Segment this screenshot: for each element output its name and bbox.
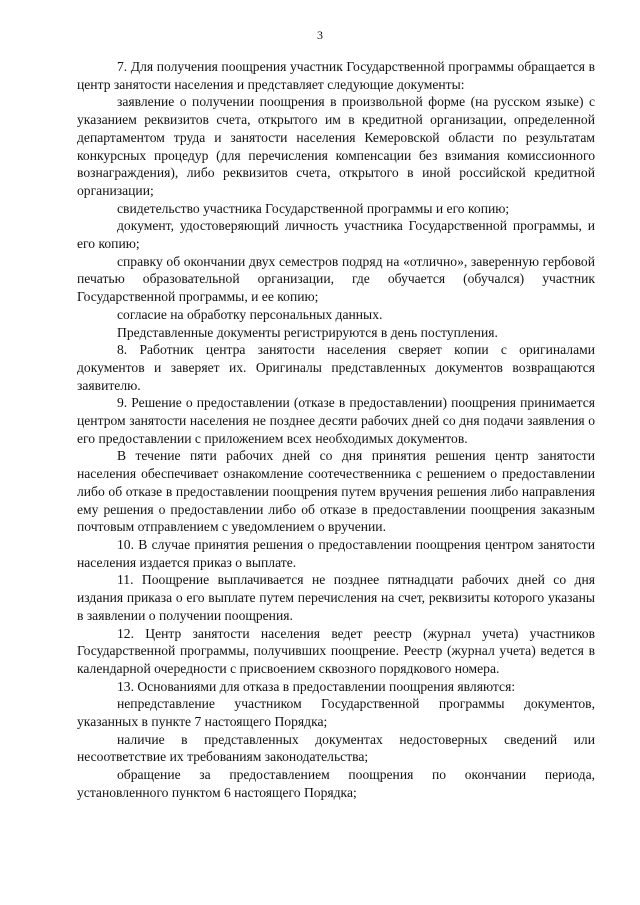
paragraph-9: 9. Решение о предоставлении (отказе в предоставлении) поощрения принимается центром занятости населения не позднее десяти рабочих дней со дня подачи заявления о его предоставлении с приложением всех необходимых документов. — [77, 395, 595, 446]
list-item-refusal-late-application: обращение за предоставлением поощрения по окончании периода, установленного пунктом 6 настоящего Порядка; — [77, 767, 595, 800]
paragraph-11: 11. Поощрение выплачивается не позднее пятнадцати рабочих дней со дня издания приказа о его выплате путем перечисления на счет, реквизиты которого указаны в заявлении о получении поощрения. — [77, 572, 595, 623]
page-number: 3 — [317, 28, 323, 42]
paragraph-7-intro: 7. Для получения поощрения участник Государственной программы обращается в центр занятости населения и представляет следующие документы: — [77, 59, 595, 92]
list-item-application: заявление о получении поощрения в произвольной форме (на русском языке) с указанием реквизитов счета, открытого им в кредитной организации, определенной департаментом труда и занятости населения Кемеровской области по результатам конкурсных процедур (для перечисления компенсации без взимания комиссионного вознаграждения), либо реквизитов счета, открытого в иной российской кредитной организации; — [77, 94, 595, 198]
paragraph-10: 10. В случае принятия решения о предоставлении поощрения центром занятости населения издается приказ о выплате. — [77, 536, 595, 570]
paragraph-8: 8. Работник центра занятости населения сверяет копии с оригиналами документов и заверяет их. Оригиналы представленных документов возвращаются заявителю. — [77, 342, 595, 393]
list-item-refusal-missing-documents: непредставление участником Государственной программы документов, указанных в пункте 7 настоящего Порядка; — [77, 696, 595, 730]
list-item-excellence-certificate: справку об окончании двух семестров подряд на «отлично», заверенную гербовой печатью образовательной организации, где обучается (обучался) участник Государственной программы, и ее копию; — [77, 253, 595, 305]
list-item-certificate: свидетельство участника Государственной программы и его копию; — [117, 200, 510, 216]
list-item-data-consent: согласие на обработку персональных данных. — [117, 306, 383, 322]
list-item-refusal-false-information: наличие в представленных документах недостоверных сведений или несоответствие их требованиям законодательства; — [77, 731, 595, 765]
document-body — [77, 58, 595, 802]
paragraph-9-notification: В течение пяти рабочих дней со дня принятия решения центр занятости населения обеспечивает ознакомление соотечественника с решением о предоставлении либо об отказе в предоставлении поощрения путем вручения решения либо направления ему решения о предоставлении либо об отказе в предоставлении поощрения заказным почтовым отправлением с уведомлением о вручении. — [77, 448, 595, 535]
paragraph-12: 12. Центр занятости населения ведет реестр (журнал учета) участников Государственной программы, получивших поощрение. Реестр (журнал учета) ведется в календарной очередности с присвоением сквозного порядкового номера. — [77, 625, 595, 676]
paragraph-registration: Представленные документы регистрируются в день поступления. — [117, 324, 498, 340]
list-item-identity-document: документ, удостоверяющий личность участника Государственной программы, и его копию; — [77, 218, 595, 252]
paragraph-13-intro: 13. Основаниями для отказа в предоставлении поощрения являются: — [117, 678, 516, 694]
